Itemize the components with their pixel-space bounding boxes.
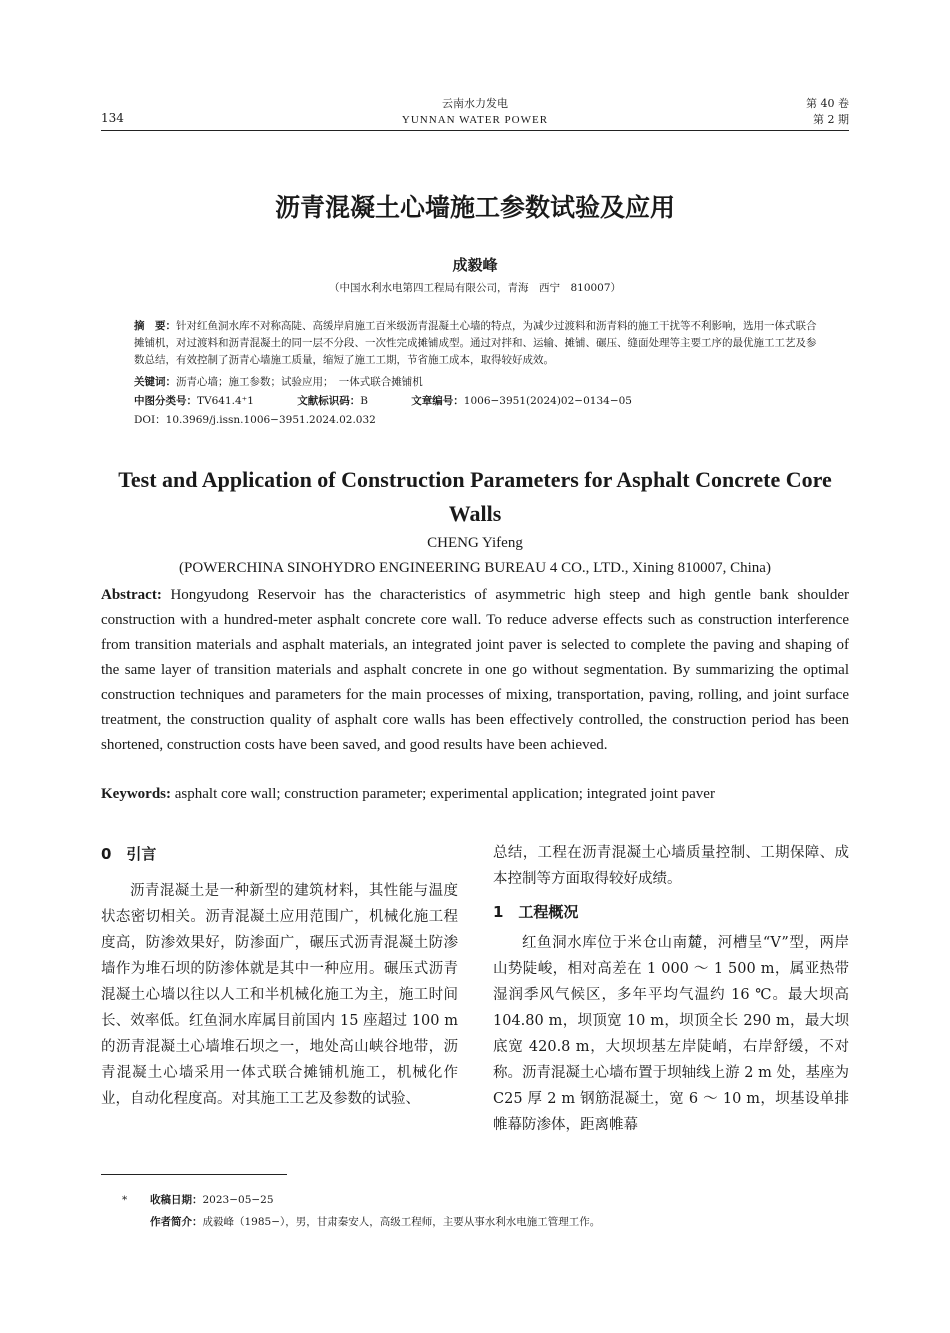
footnote-author-bio: 作者简介：成毅峰（1985−），男，甘肃秦安人，高级工程师，主要从事水利水电施工管理工作。 (150, 1216, 601, 1228)
header-rule (101, 130, 849, 131)
abstract-cn-label: 摘 要： (134, 320, 176, 332)
classification-line (134, 393, 824, 410)
author-en: CHENG Yifeng (427, 535, 523, 551)
abstract-cn-text: 针对红鱼洞水库不对称高陡、高缓岸肩施工百米级沥青混凝土心墙的特点，为减少过渡料和沥青料的施工干扰等不利影响，选用一体式联合摊铺机，对过渡料和沥青混凝土的同一层不分段、一次性完成摊铺成型。通过对拌和、运输、摊铺、碾压、缝面处理等主要工序的最优施工工艺及参数总结，有效控制了沥青心墙施工质量，缩短了施工工期，节省施工成本，取得较好成效。 (134, 320, 817, 366)
body-left-column (101, 840, 458, 1112)
abstract-en-text: Hongyudong Reservoir has the characteristics of asymmetric high steep and high gentle bank shoulder construction with a hundred-meter asphalt concrete core wall. To reduce adverse effects such as construction interference from transition materials and asphalt materials, an integrated joint paver is selected to complete the paving and shaping of the same layer of transition materials and asphalt concrete in one go without segmentation. By summarizing the optimal construction techniques and parameters for the main processes of mixing, transportation, paving, rolling, and joint surface treatment, the construction quality of asphalt core walls has been effectively controlled, the construction period has been shortened, construction costs have been saved, and good results have been achieved. (101, 587, 850, 753)
doi: DOI：10.3969/j.issn.1006−3951.2024.02.032 (134, 414, 376, 426)
footnote-separator (101, 1174, 287, 1175)
author-cn: 成毅峰 (452, 256, 498, 274)
journal-name-en: YUNNAN WATER POWER (401, 114, 549, 126)
section-0-paragraph: 沥青混凝土是一种新型的建筑材料，其性能与温度状态密切相关。沥青混凝土应用范围广，机械化施工程度高，防渗效果好，防渗面广，碾压式沥青混凝土防渗墙作为堆石坝的防渗体就是其中一种应用。碾压式沥青混凝土心墙以往以人工和半机械化施工为主，施工时间长、效率低。红鱼洞水库属目前国内 15 座超过 100 m 的沥青混凝土心墙堆石坝之一，地处高山峡谷地带，沥青混凝土心墙采用一体式联合摊铺机施工，机械化作业，自动化程度高。对其施工工艺及参数的试验、 (101, 883, 458, 1107)
document-code: 文献标识码：B (297, 395, 368, 407)
volume-issue (806, 96, 849, 128)
affiliation-cn: （中国水利水电第四工程局有限公司，青海 西宁 810007） (328, 282, 622, 294)
keywords-cn-label: 关键词： (134, 376, 176, 388)
section-1-heading: 1 工程概况 (493, 903, 579, 921)
keywords-cn (134, 374, 824, 391)
section-1-paragraph: 红鱼洞水库位于米仓山南麓，河槽呈“V”型，两岸山势陡峻，相对高差在 1 000 ～ 1 500 m，属亚热带湿润季风气候区，多年平均气温约 16 ℃。最大坝高 104.80 m，坝顶宽 10 m，坝顶全长 290 m，最大坝底宽 420.8 m，大坝坝基左岸陡峭，右岸舒缓，不对称。沥青混凝土心墙布置于坝轴线上游 2 m 处，基座为 C25 厚 2 m 钢筋混凝土，宽 6 ～ 10 m，坝基设单排帷幕防渗体，距离帷幕 (493, 935, 849, 1133)
article-number: 文章编号：1006−3951(2024)02−0134−05 (411, 395, 632, 407)
footnote-received: * 收稿日期：2023−05−25 (122, 1189, 849, 1211)
abstract-cn (134, 318, 824, 369)
footnote-star: * (122, 1194, 128, 1206)
keywords-en-text: asphalt core wall; construction parameter; experimental application; integrated joint paver (174, 786, 715, 802)
journal-name-cn: 云南水力发电 (442, 97, 508, 110)
body-right-column (493, 840, 849, 1138)
keywords-en (101, 782, 849, 806)
title-en: Test and Application of Construction Parameters for Asphalt Concrete Core Walls (118, 467, 832, 526)
affiliation-en: (POWERCHINA SINOHYDRO ENGINEERING BUREAU 4 CO., LTD., Xining 810007, China) (179, 560, 771, 576)
keywords-cn-text: 沥青心墙；施工参数；试验应用； 一体式联合摊铺机 (176, 376, 423, 388)
volume: 第 40 卷 (806, 97, 849, 110)
abstract-en (101, 583, 849, 758)
page-number: 134 (101, 111, 124, 125)
clc-number: 中图分类号：TV641.4⁺1 (134, 395, 254, 407)
abstract-en-label: Abstract: (101, 587, 162, 603)
section-0-paragraph-continued: 总结，工程在沥青混凝土心墙质量控制、工期保障、成本控制等方面取得较好成绩。 (493, 845, 849, 887)
title-cn: 沥青混凝土心墙施工参数试验及应用 (274, 193, 675, 222)
section-0-heading: 0 引言 (101, 845, 157, 863)
issue: 第 2 期 (813, 113, 849, 126)
keywords-en-label: Keywords: (101, 786, 171, 802)
